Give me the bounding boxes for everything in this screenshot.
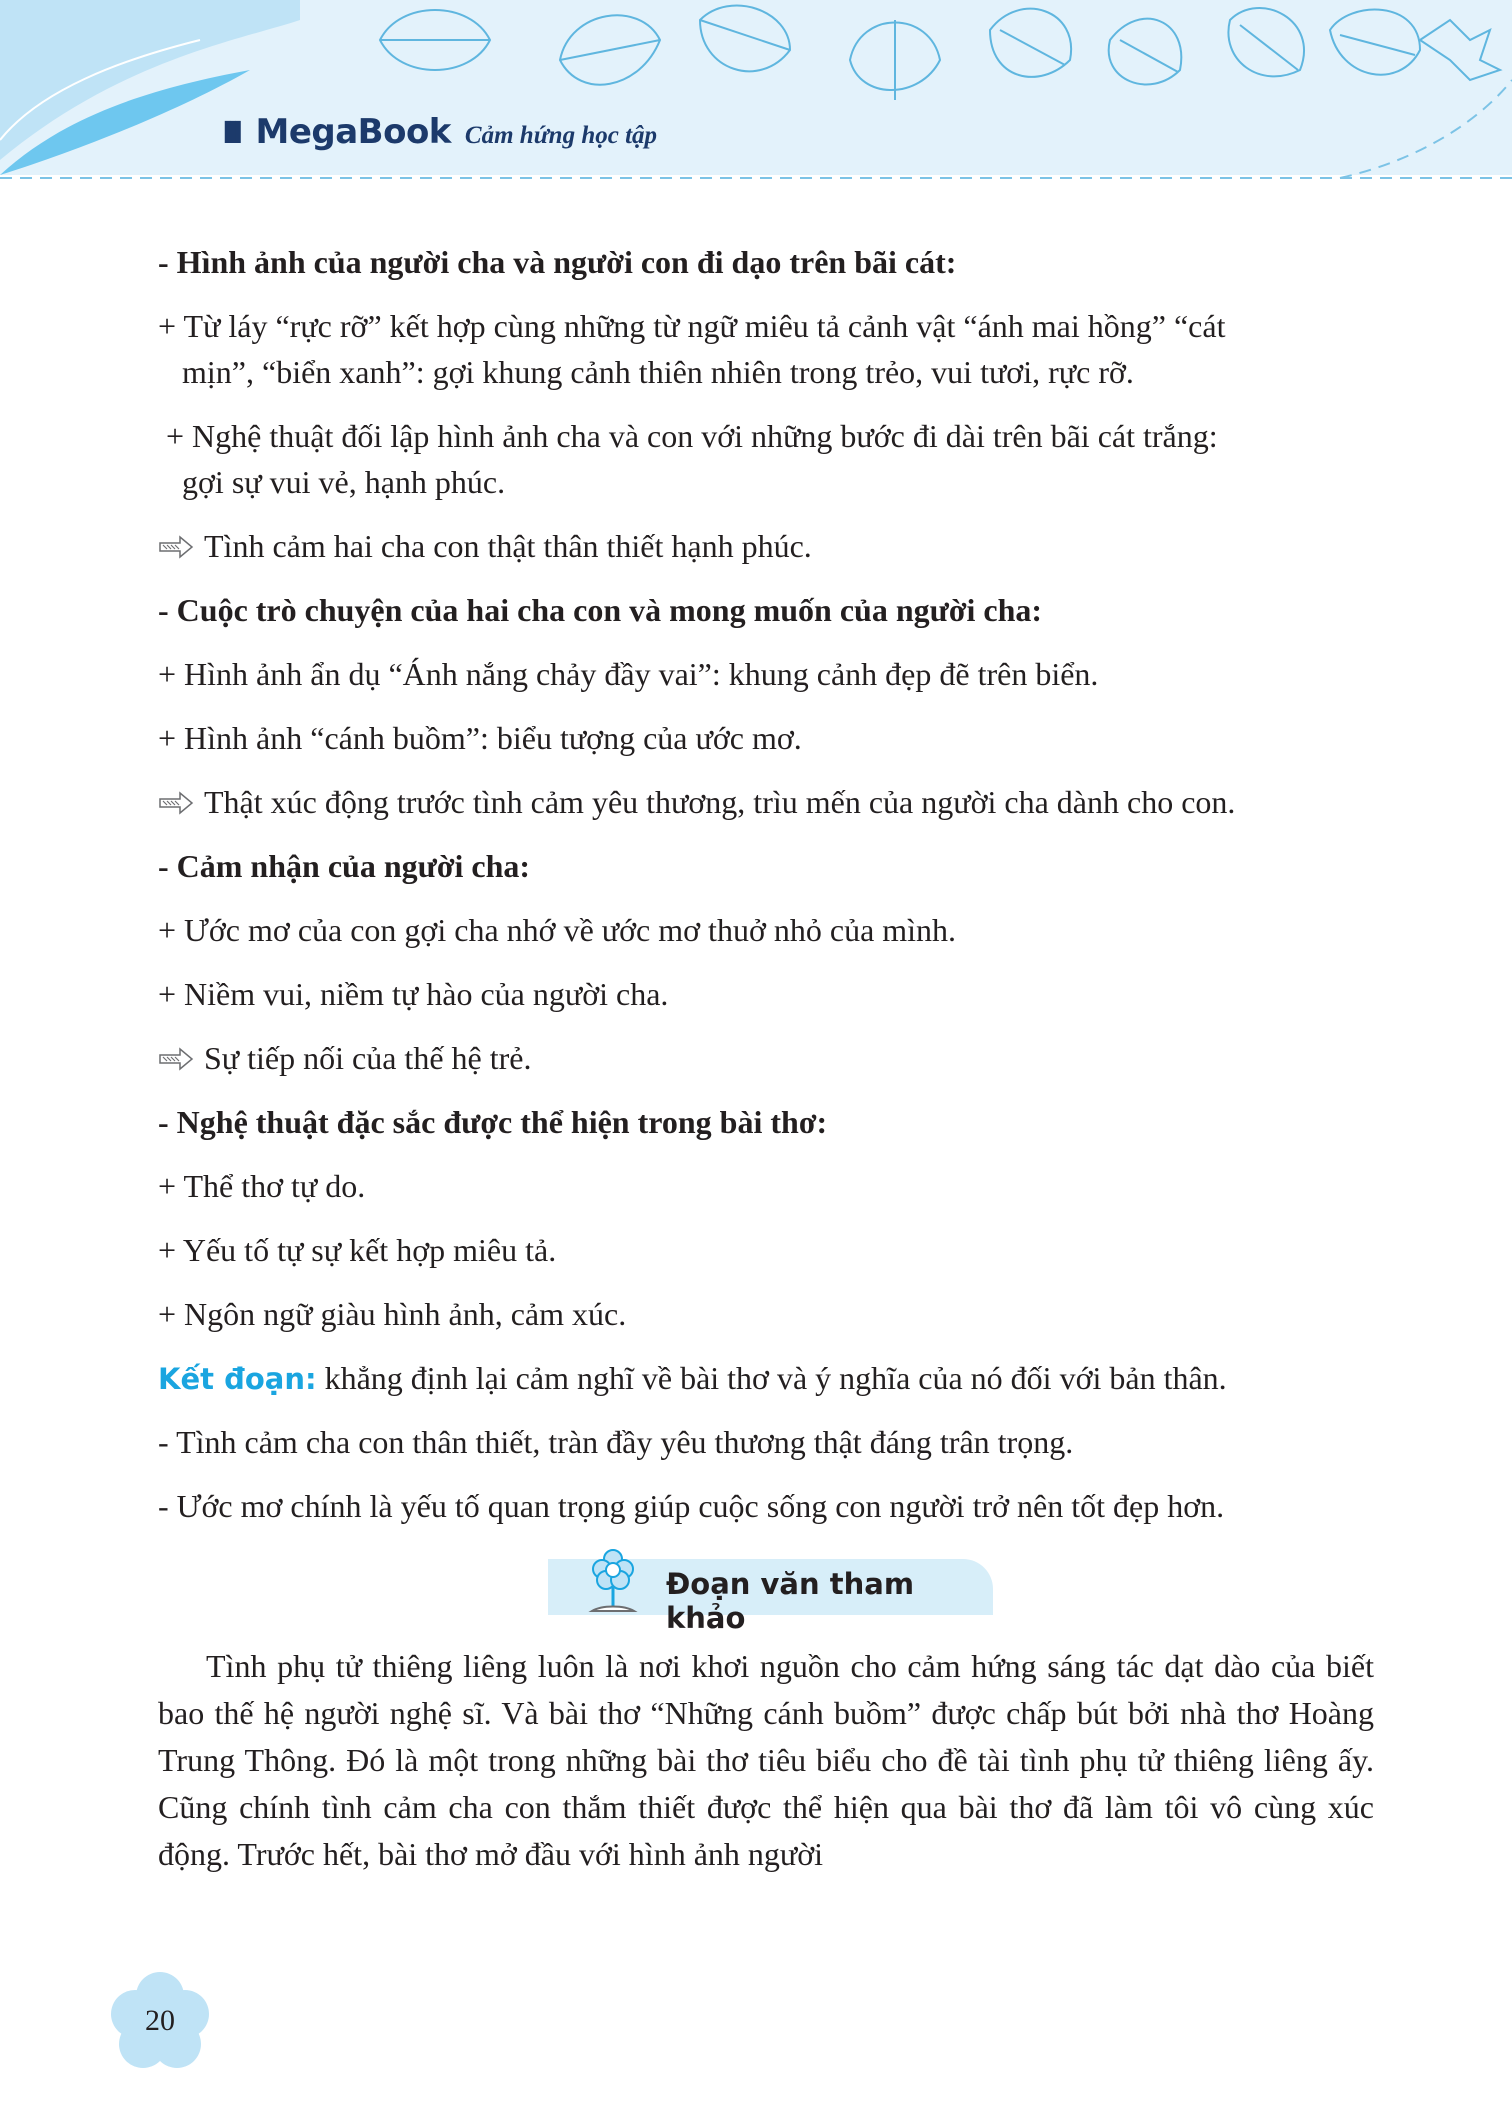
brand-name: MegaBook <box>255 112 451 152</box>
section-heading: - Cuộc trò chuyện của hai cha con và mong muốn của người cha: <box>158 592 1043 628</box>
list-item: + Hình ảnh ẩn dụ “Ánh nắng chảy đầy vai”: khung cảnh đẹp đẽ trên biển. <box>158 656 1099 692</box>
conclusion-text: Thật xúc động trước tình cảm yêu thương, trìu mến của người cha dành cho con. <box>204 784 1236 820</box>
section-title-box <box>548 1553 993 1635</box>
conclusion-text: Tình cảm hai cha con thật thân thiết hạnh phúc. <box>204 528 812 564</box>
section-heading: - Nghệ thuật đặc sắc được thể hiện trong bài thơ: <box>158 1104 828 1140</box>
list-item: + Ước mơ của con gợi cha nhớ về ước mơ thuở nhỏ của mình. <box>158 912 957 948</box>
page-header <box>0 0 1512 190</box>
brand-slogan: Cảm hứng học tập <box>464 122 658 149</box>
conclusion-line <box>158 526 812 566</box>
section-heading: - Cảm nhận của người cha: <box>158 848 531 884</box>
arrow-icon <box>158 1047 194 1071</box>
flower-icon <box>578 1547 648 1619</box>
section-heading: - Hình ảnh của người cha và người con đi dạo trên bãi cát: <box>158 244 957 280</box>
list-item: + Ngôn ngữ giàu hình ảnh, cảm xúc. <box>158 1296 627 1332</box>
list-item: + Nghệ thuật đối lập hình ảnh cha và con với những bước đi dài trên bãi cát trắng: <box>166 418 1218 454</box>
section-title: Đoạn văn tham khảo <box>666 1567 915 1635</box>
ket-doan-text: khẳng định lại cảm nghĩ về bài thơ và ý nghĩa của nó đối với bản thân. <box>324 1360 1227 1396</box>
conclusion-text: Sự tiếp nối của thế hệ trẻ. <box>204 1040 532 1076</box>
leaf-decoration <box>0 0 1512 190</box>
arrow-icon <box>158 535 194 559</box>
brand-bars-icon: III <box>222 116 238 151</box>
conclusion-line <box>158 782 1235 822</box>
list-item: + Hình ảnh “cánh buồm”: biểu tượng của ước mơ. <box>158 720 802 756</box>
list-item: + Từ láy “rực rỡ” kết hợp cùng những từ ngữ miêu tả cảnh vật “ánh mai hồng” “cát <box>158 308 1226 344</box>
list-item: + Niềm vui, niềm tự hào của người cha. <box>158 976 669 1012</box>
page-number-badge <box>107 1970 213 2076</box>
ket-doan-line <box>158 1358 1227 1399</box>
ket-doan-label: Kết đoạn: <box>158 1362 317 1396</box>
list-item-continuation: mịn”, “biển xanh”: gợi khung cảnh thiên nhiên trong trẻo, vui tươi, rực rỡ. <box>182 354 1134 390</box>
list-item: - Ước mơ chính là yếu tố quan trọng giúp cuộc sống con người trở nên tốt đẹp hơn. <box>158 1488 1225 1524</box>
list-item: + Yếu tố tự sự kết hợp miêu tả. <box>158 1232 557 1268</box>
arrow-icon <box>158 791 194 815</box>
conclusion-line <box>158 1038 531 1078</box>
list-item: - Tình cảm cha con thân thiết, tràn đầy yêu thương thật đáng trân trọng. <box>158 1424 1074 1460</box>
list-item: + Thể thơ tự do. <box>158 1168 366 1204</box>
brand-logo <box>222 112 657 152</box>
reference-paragraph: Tình phụ tử thiêng liêng luôn là nơi khơi nguồn cho cảm hứng sáng tác dạt dào của biết bao thế hệ người nghệ sĩ. Và bài thơ “Những cánh buồm” được chấp bút bởi nhà thơ Hoàng Trung Thông. Đó là một trong những bài thơ tiêu biểu cho đề tài tình phụ tử thiêng liêng ấy. Cũng chính tình cảm cha con thắm thiết được thể hiện qua bài thơ đã làm tôi vô cùng xúc động. Trước hết, bài thơ mở đầu với hình ảnh người <box>158 1648 1374 1872</box>
page-number: 20 <box>145 2004 175 2037</box>
list-item-continuation: gợi sự vui vẻ, hạnh phúc. <box>182 464 506 500</box>
